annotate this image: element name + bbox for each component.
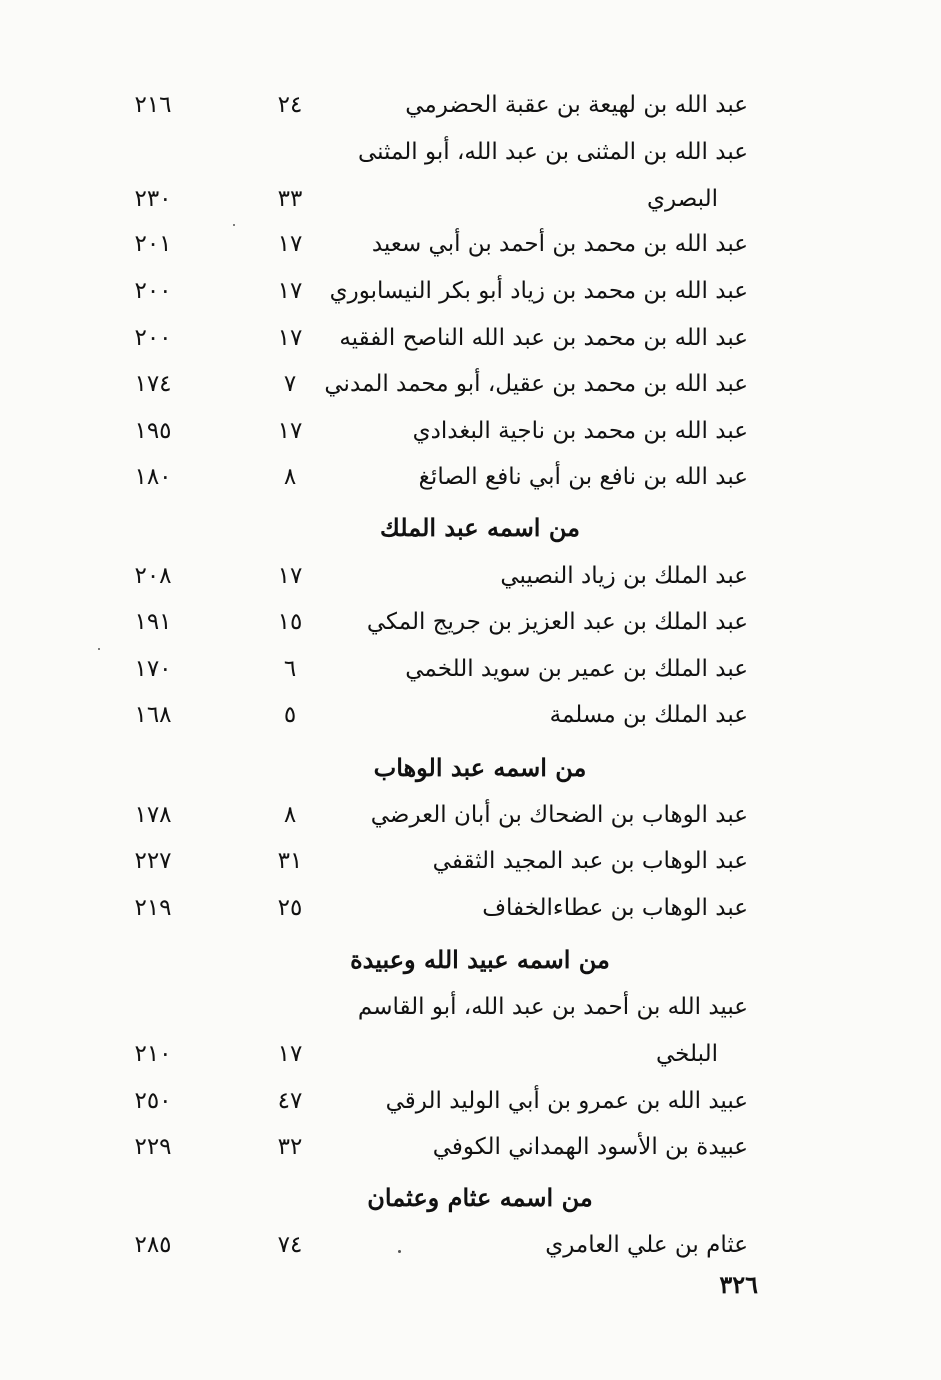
entry-name: البصري: [647, 186, 718, 212]
index-entry: [100, 649, 760, 689]
section-heading: [100, 938, 760, 982]
entry-name: عبد الوهاب بن عبد المجيد الثقفي: [432, 848, 748, 874]
entry-count: ٨: [283, 464, 297, 490]
entry-count: ٣٣: [277, 186, 303, 212]
index-entry: [100, 318, 760, 358]
entry-count: ٧: [283, 371, 297, 397]
entry-count: ١٧: [277, 1041, 303, 1067]
entry-name: عبد الله بن محمد بن ناجية البغدادي: [412, 418, 748, 444]
entry-count: ١٧: [277, 231, 303, 257]
index-entry: [100, 1127, 760, 1167]
entry-count: ١٧: [277, 418, 303, 444]
entry-name: عبد الملك بن مسلمة: [549, 702, 748, 728]
entry-name: عبد الملك بن عمير بن سويد اللخمي: [405, 656, 748, 682]
entry-count: ١٧: [277, 325, 303, 351]
entry-page: ١٧٠: [134, 656, 172, 682]
index-entry: [100, 1225, 760, 1265]
entry-page: ٢٨٥: [134, 1232, 172, 1258]
entry-count: ١٧: [277, 278, 303, 304]
entry-page: ٢٠٠: [134, 278, 172, 304]
entry-count: ٧٤: [277, 1232, 303, 1258]
entry-page: ١٩٥: [134, 418, 172, 444]
entry-name: عثام بن علي العامري: [545, 1232, 748, 1258]
entry-name: عبد الله بن محمد بن أحمد بن أبي سعيد: [371, 231, 748, 257]
index-entry: [100, 132, 760, 172]
index-entry: [100, 1034, 760, 1074]
entry-page: ٢٢٩: [134, 1134, 172, 1160]
entry-page: ١٨٠: [134, 464, 172, 490]
section-heading: [100, 746, 760, 790]
entry-page: ٢٠٠: [134, 325, 172, 351]
index-entry: [100, 841, 760, 881]
entry-page: ٢١٦: [134, 92, 172, 118]
entry-page: ٢٠٨: [134, 563, 172, 589]
page-number: ٣٢٦: [719, 1270, 758, 1299]
index-entry: [100, 271, 760, 311]
entry-name: عبد الملك بن عبد العزيز بن جريج المكي: [366, 609, 748, 635]
section-heading-text: من اسمه عبيد الله وعبيدة: [350, 945, 610, 974]
section-heading: [100, 1176, 760, 1220]
entry-count: ٣١: [277, 848, 303, 874]
entry-name: عبد الله بن محمد بن عبد الله الناصح الفقيه: [339, 325, 748, 351]
entry-count: ٨: [283, 802, 297, 828]
entry-name: عبد الله بن المثنى بن عبد الله، أبو المثنى: [357, 139, 748, 165]
entry-page: ٢٣٠: [134, 186, 172, 212]
index-entry: [100, 364, 760, 404]
entry-count: ٢٤: [277, 92, 303, 118]
entry-page: ٢٢٧: [134, 848, 172, 874]
entry-name: عبد الوهاب بن عطاءالخفاف: [482, 895, 748, 921]
entry-page: ٢٠١: [134, 231, 172, 257]
entry-page: ٢٥٠: [134, 1088, 172, 1114]
entry-page: ١٧٤: [134, 371, 172, 397]
entry-page: ٢١٩: [134, 895, 172, 921]
index-entry: [100, 179, 760, 219]
entry-count: ٢٥: [277, 895, 303, 921]
index-entry: [100, 85, 760, 125]
section-heading-text: من اسمه عبد الملك: [380, 513, 580, 542]
entry-name: عبد الله بن لهيعة بن عقبة الحضرمي: [405, 92, 748, 118]
entry-page: ١٧٨: [134, 802, 172, 828]
ink-speck: [233, 224, 235, 226]
entry-name: عبد الملك بن زياد النصيبي: [500, 563, 748, 589]
index-entry: [100, 1081, 760, 1121]
index-entry: [100, 987, 760, 1027]
section-heading: [100, 506, 760, 550]
index-entry: [100, 888, 760, 928]
index-entry: [100, 457, 760, 497]
entry-count: ١٧: [277, 563, 303, 589]
index-entry: [100, 795, 760, 835]
entry-name: عبيد الله بن أحمد بن عبد الله، أبو القاسم: [357, 994, 748, 1020]
index-entry: [100, 602, 760, 642]
entry-page: ١٦٨: [134, 702, 172, 728]
entry-name: عبد الوهاب بن الضحاك بن أبان العرضي: [370, 802, 748, 828]
ink-speck: [98, 648, 100, 650]
entry-name: عبد الله بن محمد بن عقيل، أبو محمد المدني: [324, 371, 748, 397]
entry-count: ٦: [283, 656, 297, 682]
entry-count: ٤٧: [277, 1088, 303, 1114]
entry-name: عبد الله بن نافع بن أبي نافع الصائغ: [418, 464, 748, 490]
ink-speck: [398, 1250, 401, 1253]
index-entry: [100, 411, 760, 451]
index-entry: [100, 556, 760, 596]
entry-count: ٣٢: [277, 1134, 303, 1160]
index-entry: [100, 224, 760, 264]
section-heading-text: من اسمه عبد الوهاب: [373, 753, 587, 782]
entry-name: عبيدة بن الأسود الهمداني الكوفي: [432, 1134, 748, 1160]
entry-name: عبد الله بن محمد بن زياد أبو بكر النيسابوري: [329, 278, 748, 304]
entry-name: البلخي: [656, 1041, 718, 1067]
section-heading-text: من اسمه عثام وعثمان: [367, 1183, 593, 1212]
entry-count: ٥: [283, 702, 297, 728]
entry-count: ١٥: [277, 609, 303, 635]
index-entry: [100, 695, 760, 735]
entry-name: عبيد الله بن عمرو بن أبي الوليد الرقي: [385, 1088, 748, 1114]
entry-page: ٢١٠: [134, 1041, 172, 1067]
entry-page: ١٩١: [134, 609, 172, 635]
